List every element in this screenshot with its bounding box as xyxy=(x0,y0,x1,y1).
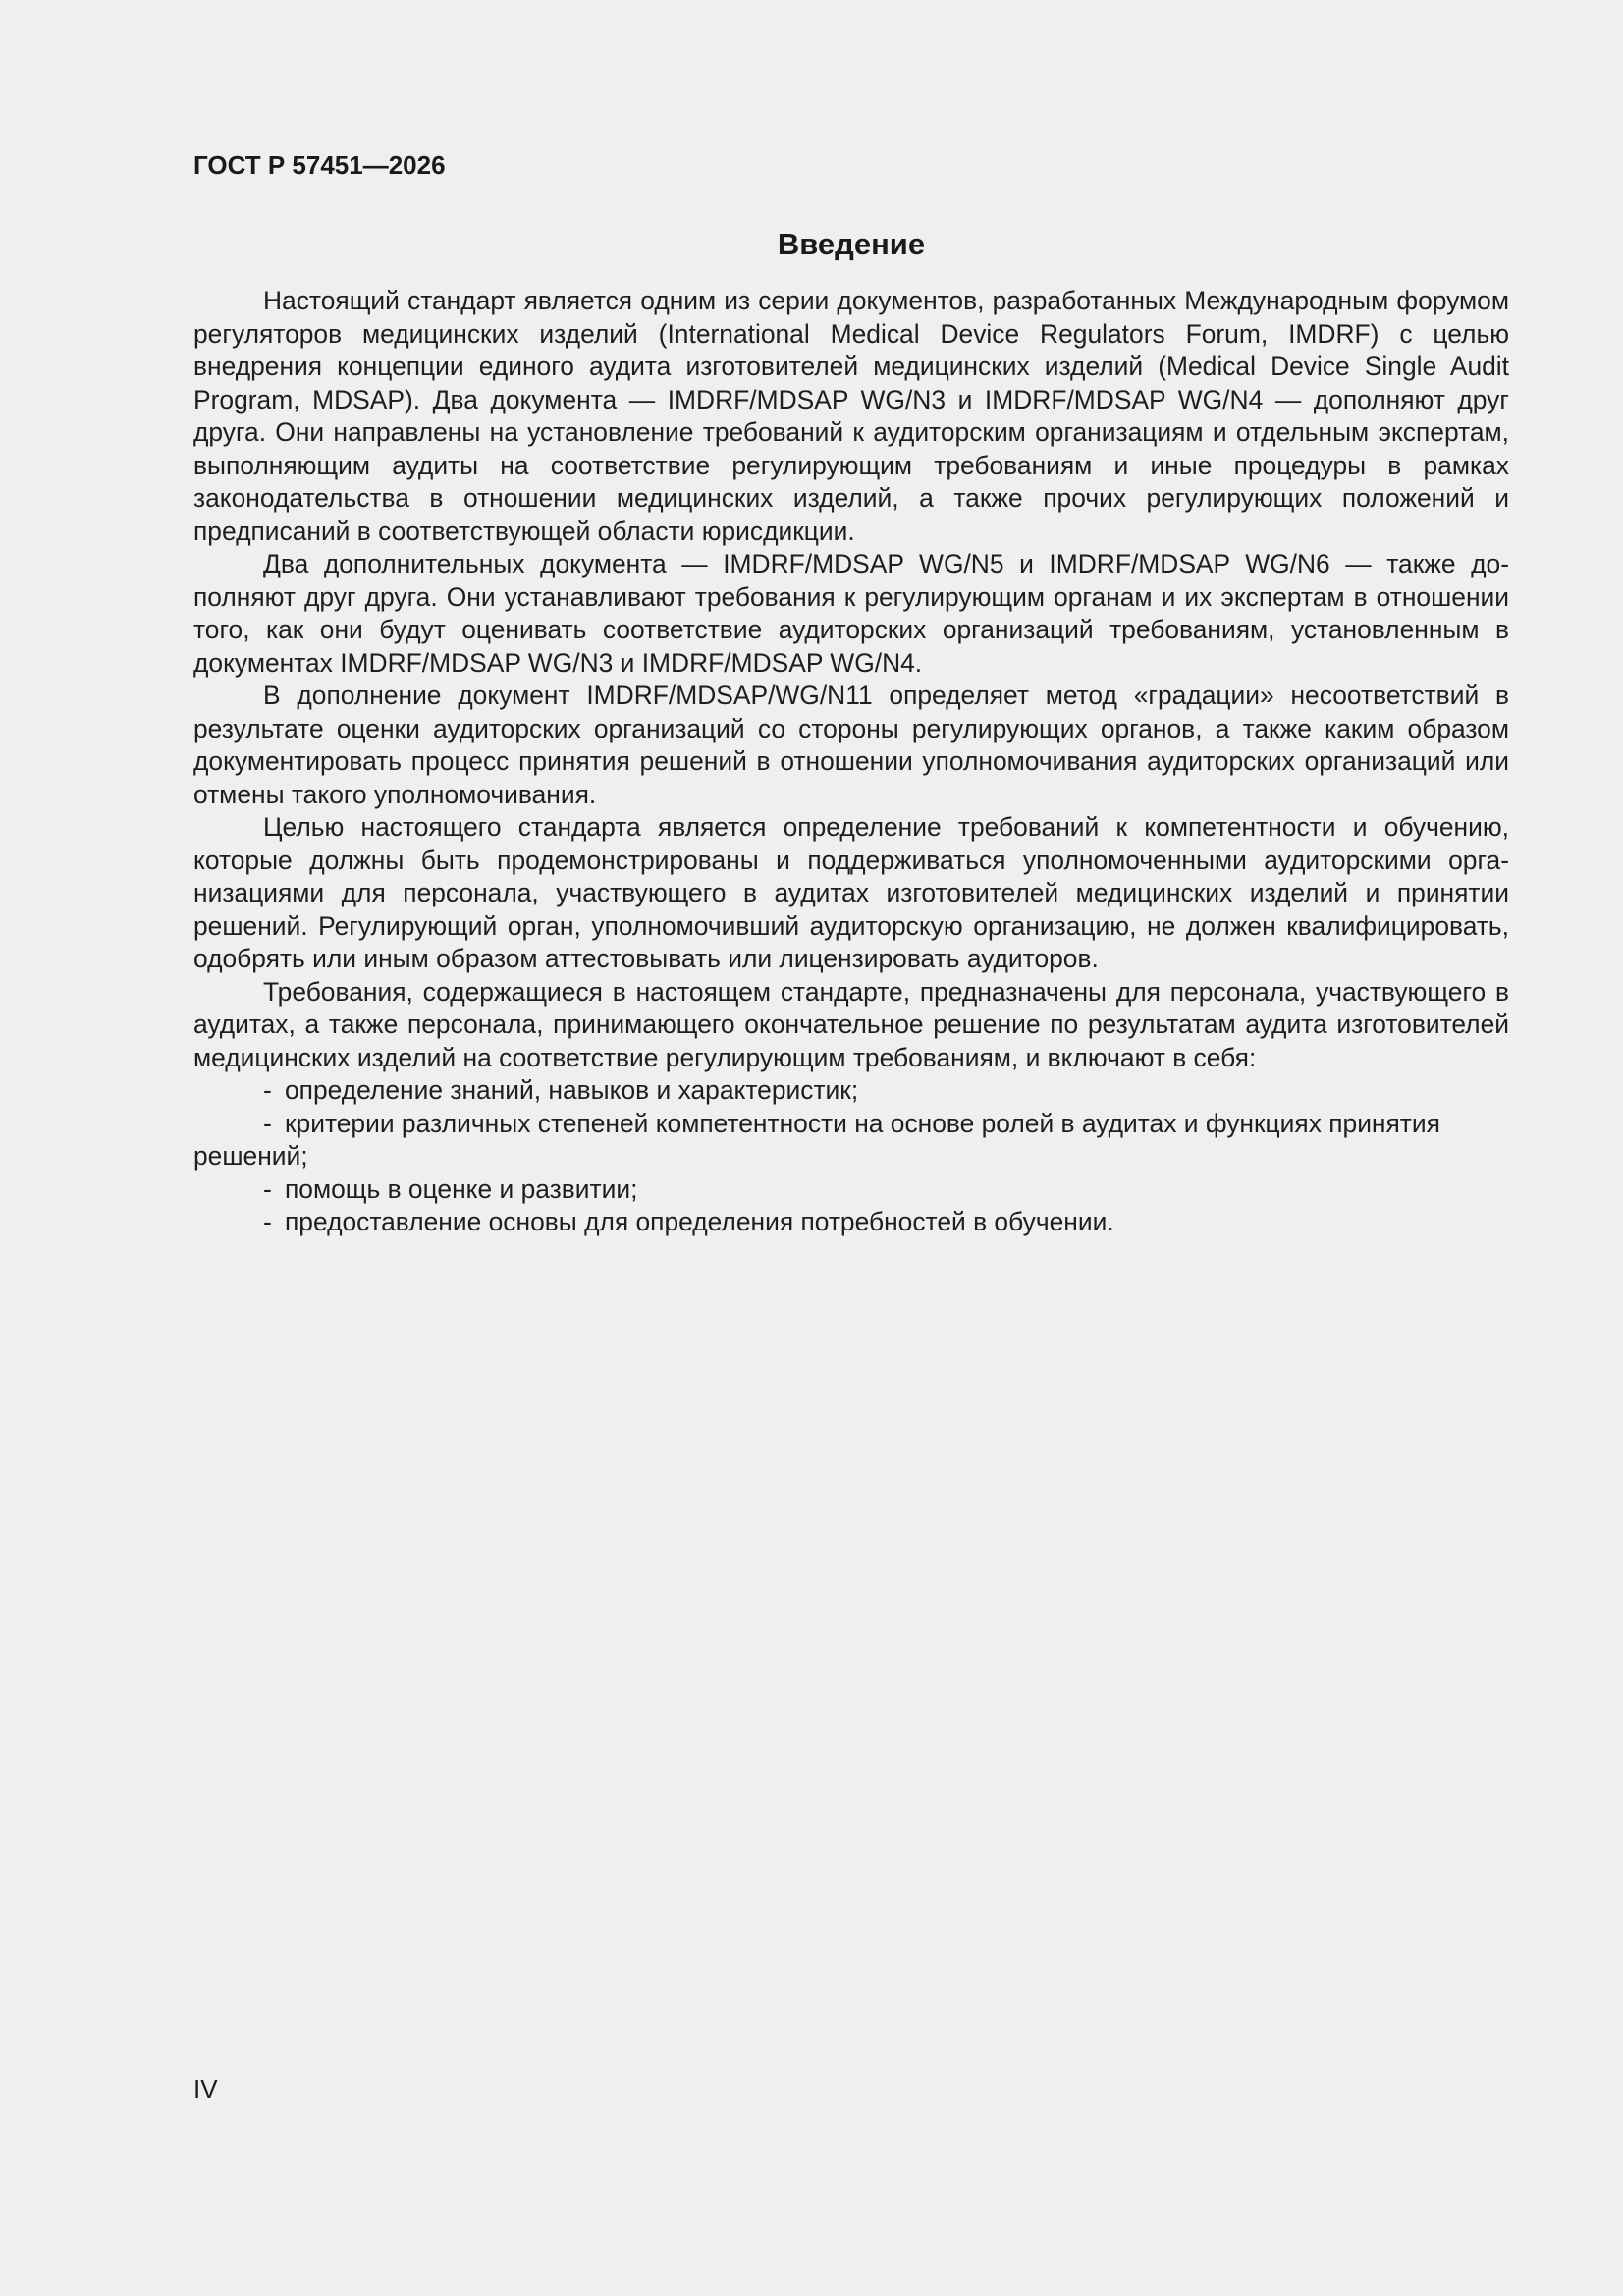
section-title: Введение xyxy=(777,227,926,261)
paragraph: Требования, содержащиеся в настоящем стандарте, предназначены для персонала, участвующего в аудитах, а также персонала, принимающего окончательное решение по результатам аудита изготовителей медицинских изделий на соответствие регулирующим требованиям, и включают в себя: xyxy=(193,976,1509,1072)
paragraph: Целью настоящего стандарта является определение требований к компетентности и обучению, которые должны быть продемонстрированы и поддерживаться уполномоченными аудиторскими организациями для персонала, участвующего в аудитах изготовителей медицинских изделий и принятии решений. Регулирующий орган, уполномочивший аудиторскую организацию, не должен квалифицировать, одобрять или иным образом аттестовывать или лицензировать аудиторов. xyxy=(193,812,1509,973)
section-body xyxy=(193,285,1509,1239)
list-marker: - xyxy=(263,1075,272,1105)
paragraph: В дополнение документ IMDRF/MDSAP/WG/N11 определяет метод «градации» несоответствий в результате оценки аудиторских организаций со стороны регулирующих органов, а также каким образом документировать процесс принятия решений в отношении уполномочивания аудиторских организаций или отмены такого уполномочивания. xyxy=(193,681,1509,809)
list-item-text: помощь в оценке и развитии; xyxy=(285,1174,638,1204)
list-item xyxy=(193,1074,1509,1108)
standard-id-header: ГОСТ Р 57451—2026 xyxy=(193,150,446,180)
list-item-text: предоставление основы для определения потребностей в обучении. xyxy=(285,1207,1114,1236)
requirements-list xyxy=(193,1074,1509,1239)
paragraph: Два дополнительных документа — IMDRF/MDSAP WG/N5 и IMDRF/MDSAP WG/N6 — также дополняют друг друга. Они устанавливают требования к регулирующим органам и их экспертам в отношении того, как они будут оценивать соответствие аудиторских организаций требованиям, установленным в документах IMDRF/MDSAP WG/N3 и IMDRF/MDSAP WG/N4. xyxy=(193,549,1509,678)
list-marker: - xyxy=(263,1207,272,1236)
list-item-text: критерии различных степеней компетентности на основе ролей в аудитах и функциях принятия решений; xyxy=(193,1108,1440,1171)
paragraph: Настоящий стандарт является одним из серии документов, разработанных Международным форумом регуляторов медицинских изделий (International Medical Device Regulators Forum, IMDRF) с целью внедрения концепции единого аудита изготовителей медицинских изделий (Medical Device Single Audit Program, MDSAP). Два документа — IMDRF/MDSAP WG/N3 и IMDRF/MDSAP WG/N4 — дополняют друг друга. Они направлены на установление требований к аудиторским организациям и отдельным экспертам, выполняющим аудиты на соответствие регулирующим требованиям и иные процедуры в рамках законодательства в отношении медицинских изделий, а также прочих регулирующих положений и предписаний в соответствующей области юрисдикции. xyxy=(193,286,1509,546)
list-item xyxy=(193,1206,1509,1239)
page-number: IV xyxy=(193,2074,218,2104)
list-marker: - xyxy=(263,1108,272,1138)
list-item-text: определение знаний, навыков и характеристик; xyxy=(285,1075,859,1105)
list-item xyxy=(193,1108,1509,1174)
list-marker: - xyxy=(263,1174,272,1204)
list-item xyxy=(193,1174,1509,1207)
